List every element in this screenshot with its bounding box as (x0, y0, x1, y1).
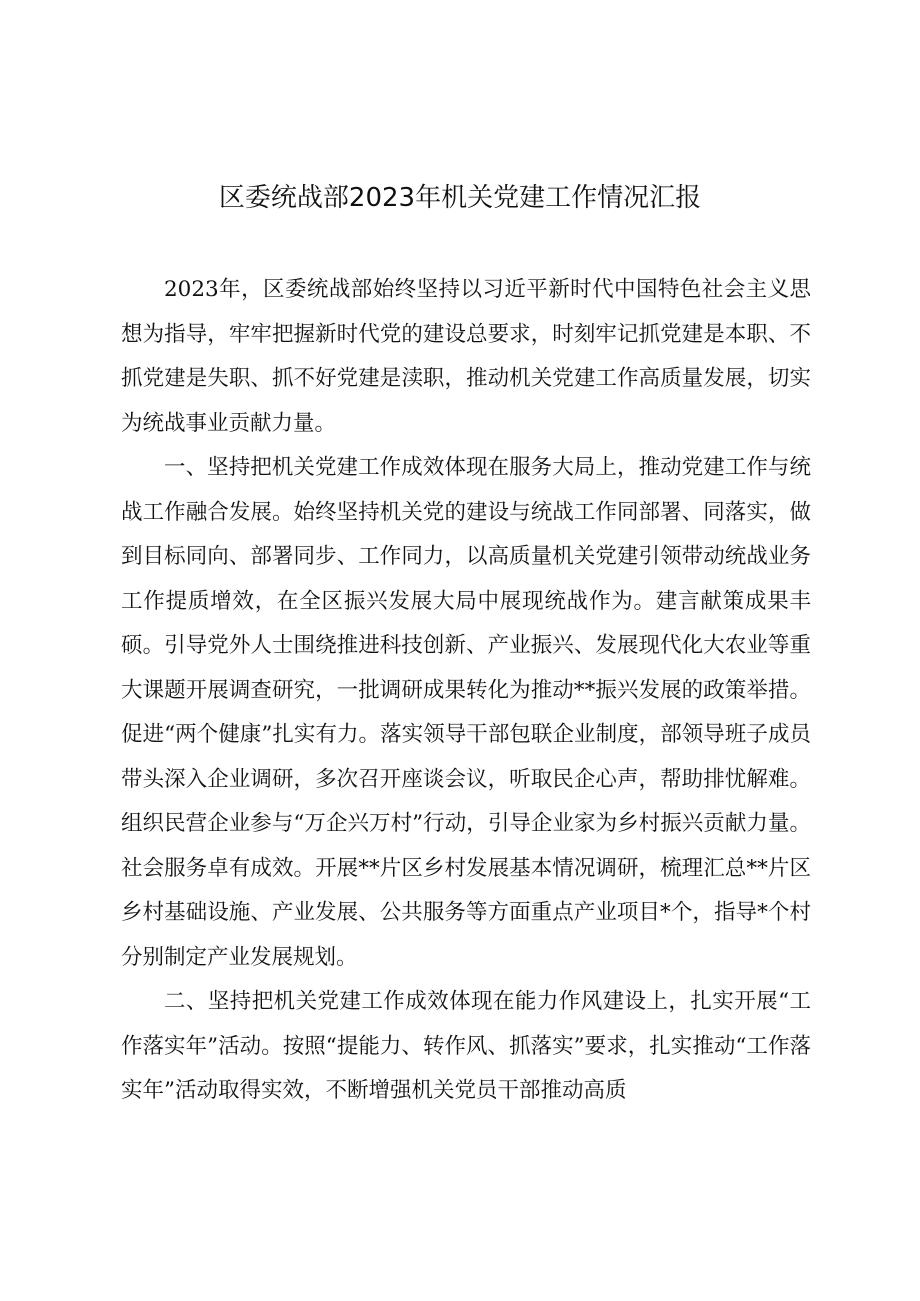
paragraph-intro: 2023年，区委统战部始终坚持以习近平新时代中国特色社会主义思想为指导，牢牢把握新时代党的建设总要求，时刻牢记抓党建是本职、不抓党建是失职、抓不好党建是渎职，推动机关党建工作高质量发展，切实为统战事业贡献力量。 (121, 277, 811, 436)
paragraph-section-1: 一、坚持把机关党建工作成效体现在服务大局上，推动党建工作与统战工作融合发展。始终坚持机关党的建设与统战工作同部署、同落实，做到目标同向、部署同步、工作同力，以高质量机关党建引领带动统战业务工作提质增效，在全区振兴发展大局中展现统战作为。建言献策成果丰硕。引导党外人士围绕推进科技创新、产业振兴、发展现代化大农业等重大课题开展调查研究，一批调研成果转化为推动**振兴发展的政策举措。促进“两个健康”扎实有力。落实领导干部包联企业制度，部领导班子成员带头深入企业调研，多次召开座谈会议，听取民企心声，帮助排忧解难。组织民营企业参与“万企兴万村”行动，引导企业家为乡村振兴贡献力量。社会服务卓有成效。开展**片区乡村发展基本情况调研，梳理汇总**片区乡村基础设施、产业发展、公共服务等方面重点产业项目*个，指导*个村分别制定产业发展规划。 (121, 455, 811, 970)
document-title: 区委统战部2023年机关党建工作情况汇报 (218, 183, 702, 213)
paragraph-section-2: 二、坚持把机关党建工作成效体现在能力作风建设上，扎实开展“工作落实年”活动。按照“提能力、转作风、抓落实”要求，扎实推动“工作落实年”活动取得实效，不断增强机关党员干部推动高质 (121, 989, 811, 1103)
document-body (121, 268, 811, 1114)
